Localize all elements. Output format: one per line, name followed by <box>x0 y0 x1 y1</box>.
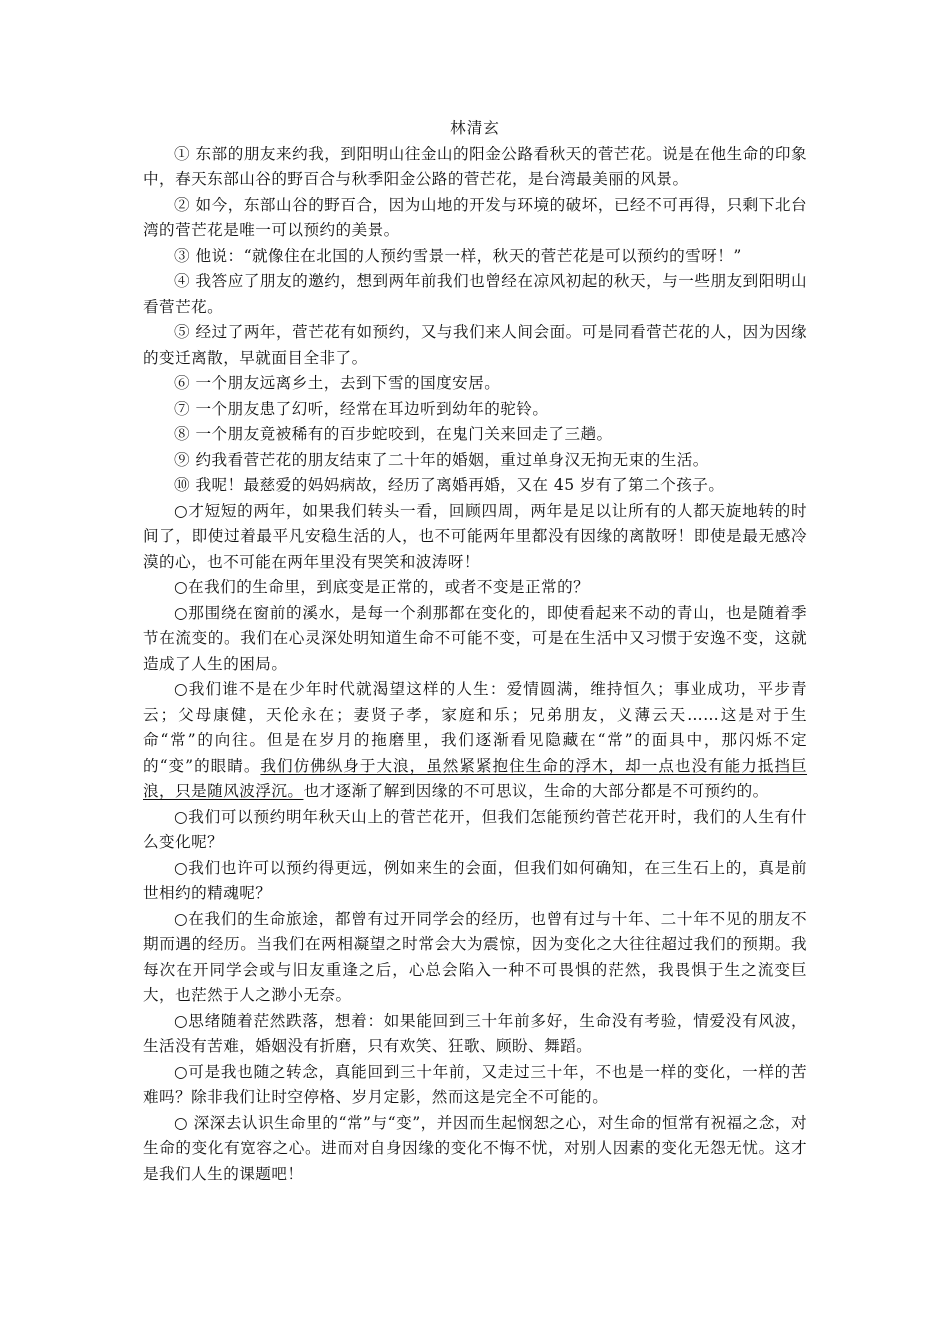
paragraph-18: ○思绪随着茫然跌落，想着：如果能回到三十年前多好，生命没有考验，情爱没有风波，生活没有苦难，婚姻没有折磨，只有欢笑、狂歌、顾盼、舞蹈。 <box>143 1011 807 1055</box>
underlined-sentence: 我们仿佛纵身于大浪，虽然紧紧抱住生命的浮木，却一点也没有能力抵挡巨浪，只是随风波浮沉。 <box>143 756 808 800</box>
paragraph-10: ⑩ 我呢！最慈爱的妈妈病故，经历了离婚再婚，又在 45 岁有了第二个孩子。 <box>174 476 725 494</box>
paragraph-9: ⑨ 约我看菅芒花的朋友结束了二十年的婚姻，重过单身汉无拘无束的生活。 <box>174 450 709 469</box>
paragraph-8: ⑧ 一个朋友竟被稀有的百步蛇咬到，在鬼门关来回走了三趟。 <box>174 425 613 443</box>
paragraph-12: ○在我们的生命里，到底变是正常的，或者不变是正常的？ <box>174 578 590 596</box>
paragraph-13: ○那围绕在窗前的溪水，是每一个刹那都在变化的，即使看起来不动的青山，也是随着季节在流变的。我们在心灵深处明知道生命不可能不变，可是在生活中又习惯于安逸不变，这就造成了人生的困局。 <box>143 603 807 673</box>
author-name: 林清玄 <box>450 119 500 137</box>
paragraph-14 <box>143 677 807 805</box>
paragraph-17: ○在我们的生命旅途，都曾有过开同学会的经历，也曾有过与十年、二十年不见的朋友不期而遇的经历。当我们在两相凝望之时常会大为震惊，因为变化之大往往超过我们的预期。我每次在开同学会或与旧友重逢之后，心总会陷入一种不可畏惧的茫然，我畏惧于生之流变巨大，也茫然于人之渺小无奈。 <box>143 909 807 1004</box>
document-page <box>143 116 807 1187</box>
paragraph-7: ⑦ 一个朋友患了幻听，经常在耳边听到幼年的驼铃。 <box>174 399 549 418</box>
paragraph-16: ○我们也许可以预约得更远，例如来生的会面，但我们如何确知，在三生石上的，真是前世相约的精魂呢？ <box>143 858 807 902</box>
paragraph-11: ○才短短的两年，如果我们转头一看，回顾四周，两年是足以让所有的人都天旋地转的时间了，即使过着最平凡安稳生活的人，也不可能两年里都没有因缘的离散呀！即使是最无感冷漠的心，也不可能在两年里没有哭笑和波涛呀！ <box>143 501 807 571</box>
paragraph-20: ○ 深深去认识生命里的“常”与“变”，并因而生起悯恕之心，对生命的恒常有祝福之念，对生命的变化有宽容之心。进而对自身因缘的变化不悔不忧，对别人因素的变化无怨无忧。这才是我们人生的课题吧！ <box>143 1113 807 1183</box>
paragraph-1: ① 东部的朋友来约我，到阳明山往金山的阳金公路看秋天的菅芒花。说是在他生命的印象中，春天东部山谷的野百合与秋季阳金公路的菅芒花，是台湾最美丽的风景。 <box>143 144 807 188</box>
paragraph-2: ② 如今，东部山谷的野百合，因为山地的开发与环境的破坏，已经不可再得，只剩下北台湾的菅芒花是唯一可以预约的美景。 <box>143 195 807 239</box>
paragraph-15: ○我们可以预约明年秋天山上的菅芒花开，但我们怎能预约菅芒花开时，我们的人生有什么变化呢？ <box>143 807 807 851</box>
paragraph-6: ⑥ 一个朋友远离乡土，去到下雪的国度安居。 <box>174 374 501 392</box>
paragraph-4: ④ 我答应了朋友的邀约，想到两年前我们也曾经在凉风初起的秋天，与一些朋友到阳明山看菅芒花。 <box>143 272 807 316</box>
paragraph-3: ③ 他说：“就像住在北国的人预约雪景一样，秋天的菅芒花是可以预约的雪呀！” <box>174 246 742 265</box>
paragraph-14-tail: 也才逐渐了解到因缘的不可思议，生命的大部分都是不可预约的。 <box>303 782 769 800</box>
paragraph-14-text: ○我们谁不是在少年时代就渴望这样的人生：爱情圆满，维持恒久；事业成功，平步青云；父母康健，天伦永在；妻贤子孝，家庭和乐；兄弟朋友，义薄云天……这是对于生命“常”的向往。但是在岁月的拖磨里，我们逐渐看见隐藏在“常”的面具中，那闪烁不定的“变”的眼睛。 <box>143 680 807 775</box>
paragraph-5: ⑤ 经过了两年，菅芒花有如预约，又与我们来人间会面。可是同看菅芒花的人，因为因缘的变迁离散，早就面目全非了。 <box>143 323 807 367</box>
paragraph-19: ○可是我也随之转念，真能回到三十年前，又走过三十年，不也是一样的变化，一样的苦难吗？除非我们让时空停格、岁月定影，然而这是完全不可能的。 <box>143 1062 807 1106</box>
